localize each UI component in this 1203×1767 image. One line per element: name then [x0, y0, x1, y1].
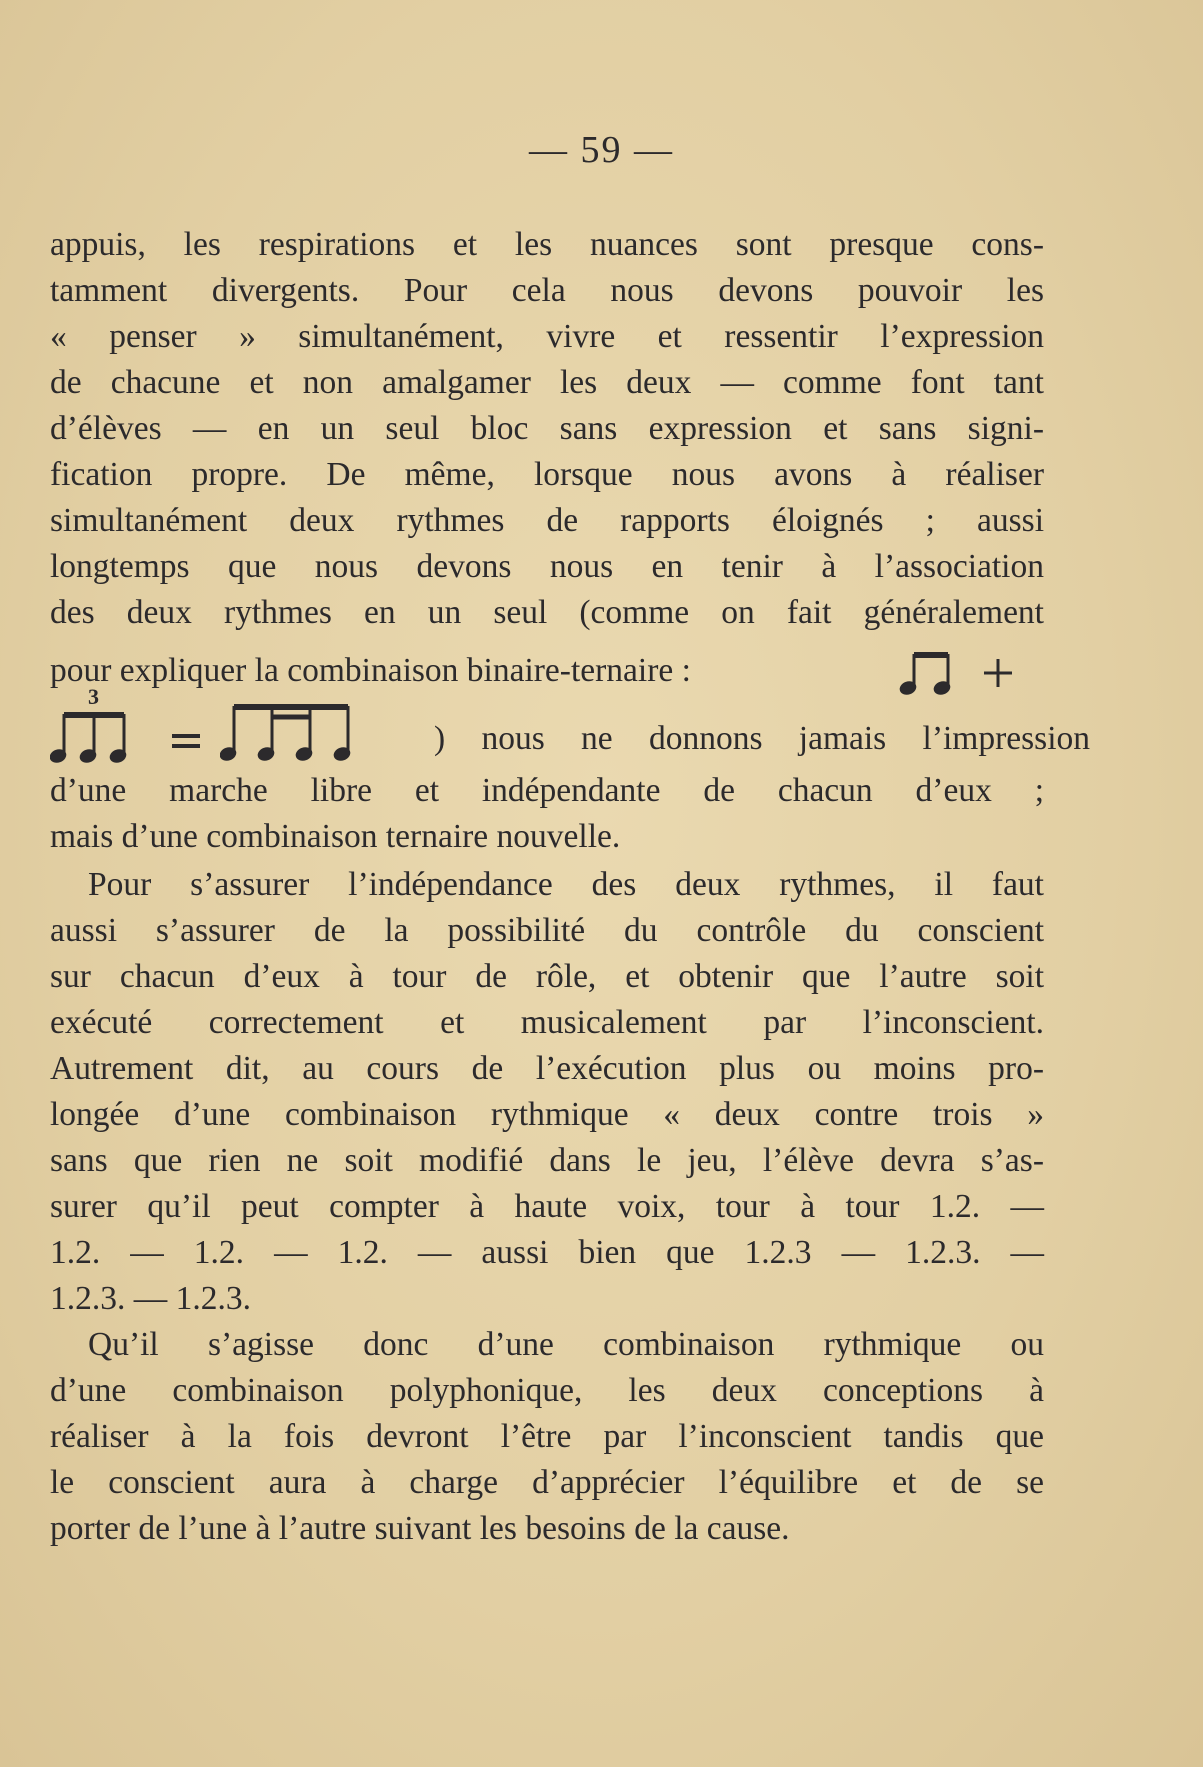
- text-line: Autrement dit, au cours de l’exécution plus ou moins pro-: [50, 1050, 1044, 1087]
- equals-sign: [168, 716, 208, 756]
- text-line: ) nous ne donnons jamais l’impression: [434, 720, 1090, 757]
- combined-rhythm-notation: [220, 698, 390, 768]
- text-line: pour expliquer la combinaison binaire-ternaire :: [50, 652, 691, 689]
- text-line: réaliser à la fois devront l’être par l’inconscient tandis que: [50, 1418, 1044, 1455]
- text-line: simultanément deux rythmes de rapports éloignés ; aussi: [50, 502, 1044, 539]
- text-line: Qu’il s’agisse donc d’une combinaison rythmique ou: [88, 1326, 1044, 1363]
- text-line: 1.2.3. — 1.2.3.: [50, 1280, 251, 1317]
- text-line: mais d’une combinaison ternaire nouvelle.: [50, 818, 621, 855]
- text-line: d’une marche libre et indépendante de chacun d’eux ;: [50, 772, 1044, 809]
- text-line: de chacune et non amalgamer les deux — comme font tant: [50, 364, 1044, 401]
- text-line: appuis, les respirations et les nuances sont presque cons-: [50, 226, 1044, 263]
- page-number: — 59 —: [529, 129, 674, 171]
- text-line: le conscient aura à charge d’apprécier l’équilibre et de se: [50, 1464, 1044, 1501]
- triplet-rhythm-notation: [50, 684, 150, 768]
- text-line: sur chacun d’eux à tour de rôle, et obtenir que l’autre soit: [50, 958, 1044, 995]
- text-line: tamment divergents. Pour cela nous devons pouvoir les: [50, 272, 1044, 309]
- text-line: Pour s’assurer l’indépendance des deux rythmes, il faut: [88, 866, 1044, 903]
- text-line: longtemps que nous devons nous en tenir à l’association: [50, 548, 1044, 585]
- text-line: porter de l’une à l’autre suivant les besoins de la cause.: [50, 1510, 790, 1547]
- text-line: exécuté correctement et musicalement par l’inconscient.: [50, 1004, 1044, 1041]
- text-line: aussi s’assurer de la possibilité du contrôle du conscient: [50, 912, 1044, 949]
- text-line: longée d’une combinaison rythmique « deux contre trois »: [50, 1096, 1044, 1133]
- text-line: 1.2. — 1.2. — 1.2. — aussi bien que 1.2.3 — 1.2.3. —: [50, 1234, 1044, 1271]
- text-line: « penser » simultanément, vivre et ressentir l’expression: [50, 318, 1044, 355]
- text-line: surer qu’il peut compter à haute voix, tour à tour 1.2. —: [50, 1188, 1044, 1225]
- triplet-mark: 3: [88, 684, 99, 709]
- text-line: d’une combinaison polyphonique, les deux conceptions à: [50, 1372, 1044, 1409]
- text-line: fication propre. De même, lorsque nous avons à réaliser: [50, 456, 1044, 493]
- binary-rhythm-notation: [898, 648, 1018, 698]
- text-line: sans que rien ne soit modifié dans le jeu, l’élève devra s’as-: [50, 1142, 1044, 1179]
- text-line: d’élèves — en un seul bloc sans expression et sans signi-: [50, 410, 1044, 447]
- music-notation-line: [50, 684, 1090, 768]
- text-line: des deux rythmes en un seul (comme on fait généralement: [50, 594, 1044, 631]
